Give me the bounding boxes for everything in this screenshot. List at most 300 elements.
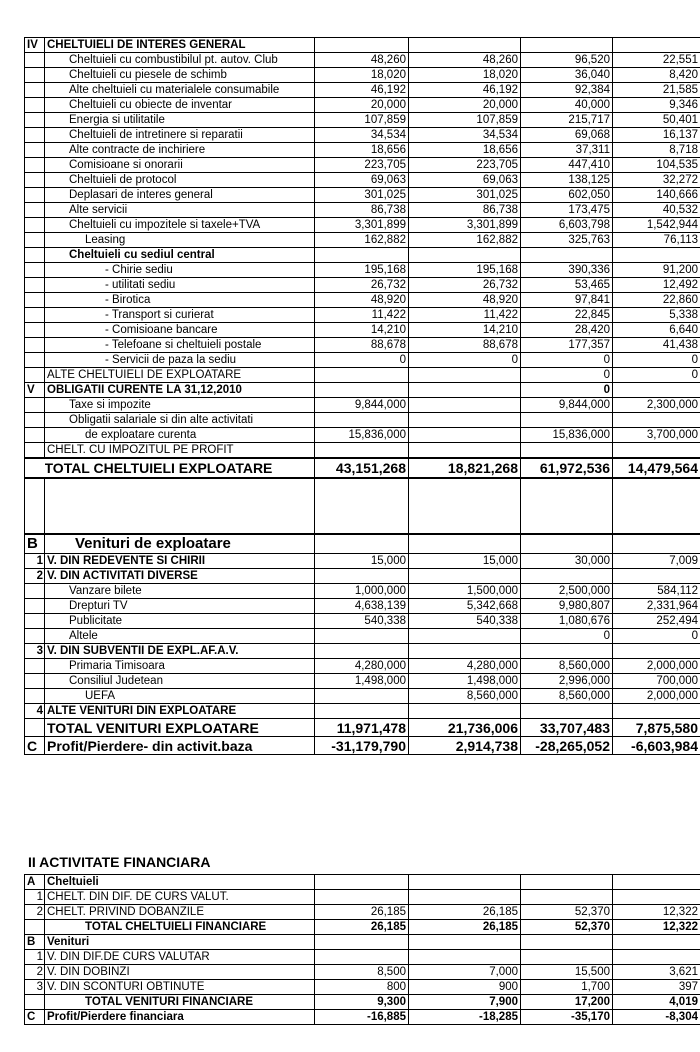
row-label: ALTE VENITURI DIN EXPLOATARE [45,704,315,719]
value-cell: -28,265,052 [521,737,613,755]
value-cell: 14,210 [409,323,521,338]
table-cell [25,338,45,353]
value-cell: 9,346 [613,98,700,113]
value-cell: 0 [315,353,409,368]
value-cell: 97,841 [521,293,613,308]
table-cell [25,353,45,368]
table-cell [409,875,521,890]
section-code: A [25,875,45,890]
value-cell: 41,438 [613,338,700,353]
table-cell [409,248,521,263]
value-cell: 26,732 [315,278,409,293]
value-cell: 8,560,000 [521,659,613,674]
value-cell [315,368,409,383]
section-code: B [25,534,45,554]
table-cell [25,478,45,534]
value-cell: 1,000,000 [315,584,409,599]
table-cell [25,68,45,83]
total-label: TOTAL CHELTUIELI FINANCIARE [45,920,315,935]
value-cell: 540,338 [315,614,409,629]
table-cell [521,534,613,554]
value-cell [521,950,613,965]
value-cell: 14,210 [315,323,409,338]
table-row [25,248,700,263]
section-label: Venituri [45,935,315,950]
table-row [25,338,700,353]
total-label: TOTAL VENITURI EXPLOATARE [45,719,315,737]
table-cell [25,599,45,614]
table-cell [25,674,45,689]
row-index: 3 [25,980,45,995]
row-label: - Telefoane si cheltuieli postale [45,338,315,353]
profit-label: Profit/Pierdere- din activit.baza [45,737,315,755]
table-row [25,554,700,569]
table-row [25,584,700,599]
value-cell: 2,914,738 [409,737,521,755]
table-cell [25,263,45,278]
value-cell: 34,534 [409,128,521,143]
value-cell [521,890,613,905]
row-label: Altele [45,629,315,644]
financial-activity-table [24,874,700,1025]
value-cell: 9,844,000 [521,398,613,413]
value-cell: 800 [315,980,409,995]
value-cell: 325,763 [521,233,613,248]
value-cell: 1,498,000 [315,674,409,689]
table-cell [521,413,613,428]
row-label: Obligatii salariale si din alte activitati [45,413,315,428]
table-cell [25,398,45,413]
value-cell: 301,025 [409,188,521,203]
row-label: V. DIN SUBVENTII DE EXPL.AF.A.V. [45,644,315,659]
row-label: Cheltuieli cu combustibilul pt. autov. Club [45,53,315,68]
value-cell: 0 [613,629,700,644]
table-cell [613,413,700,428]
value-cell: 12,492 [613,278,700,293]
table-row [25,128,700,143]
table-row [25,353,700,368]
row-label: V. DIN SCONTURI OBTINUTE [45,980,315,995]
table-cell [315,38,409,53]
table-cell [315,443,409,459]
value-cell: 1,498,000 [409,674,521,689]
table-cell [409,443,521,459]
table-cell [315,875,409,890]
row-label: Taxe si impozite [45,398,315,413]
table-row [25,188,700,203]
value-cell: 14,479,564 [613,458,700,478]
row-index: 3 [25,644,45,659]
table-row [25,263,700,278]
value-cell: 15,500 [521,965,613,980]
table-cell [613,248,700,263]
table-cell [613,443,700,459]
table-cell [315,478,409,534]
value-cell: 26,185 [315,920,409,935]
financial-section-title: II ACTIVITATE FINANCIARA [28,854,211,870]
section-label: OBLIGATII CURENTE LA 31,12,2010 [45,383,315,398]
value-cell: 700,000 [613,674,700,689]
table-cell [521,935,613,950]
table-row [25,935,700,950]
value-cell: 4,019 [613,995,700,1010]
value-cell: 390,336 [521,263,613,278]
table-cell [521,248,613,263]
value-cell: 9,300 [315,995,409,1010]
value-cell: 0 [409,353,521,368]
table-cell [409,534,521,554]
value-cell: 52,370 [521,920,613,935]
row-index: 1 [25,950,45,965]
table-cell [25,443,45,459]
table-cell [25,428,45,443]
value-cell: 26,185 [409,905,521,920]
value-cell: 8,500 [315,965,409,980]
table-row [25,53,700,68]
value-cell: 8,718 [613,143,700,158]
value-cell: 0 [613,368,700,383]
value-cell [409,950,521,965]
value-cell [409,890,521,905]
value-cell: 18,821,268 [409,458,521,478]
table-cell [409,383,521,398]
value-cell: 9,844,000 [315,398,409,413]
row-label: UEFA [45,689,315,704]
section-label: CHELTUIELI DE INTERES GENERAL [45,38,315,53]
value-cell: 12,322 [613,905,700,920]
value-cell: 195,168 [315,263,409,278]
value-cell: 76,113 [613,233,700,248]
table-cell [25,995,45,1010]
table-row [25,203,700,218]
value-cell: 195,168 [409,263,521,278]
row-index: 2 [25,905,45,920]
table-cell [25,689,45,704]
row-label: Cheltuieli de intretinere si reparatii [45,128,315,143]
table-row [25,478,700,534]
value-cell: 37,311 [521,143,613,158]
value-cell: 18,656 [409,143,521,158]
value-cell: 43,151,268 [315,458,409,478]
table-cell [25,143,45,158]
table-row [25,458,700,478]
table-cell [25,323,45,338]
value-cell: 48,260 [409,53,521,68]
table-row [25,629,700,644]
table-cell [25,719,45,737]
table-cell [613,875,700,890]
table-cell [409,935,521,950]
value-cell: 177,357 [521,338,613,353]
value-cell [409,629,521,644]
value-cell [409,428,521,443]
value-cell: 0 [521,353,613,368]
operating-budget-table [24,37,700,755]
value-cell: 2,500,000 [521,584,613,599]
row-label: Cheltuieli cu piesele de schimb [45,68,315,83]
value-cell: 52,370 [521,905,613,920]
table-row [25,599,700,614]
value-cell: 21,585 [613,83,700,98]
value-cell: 223,705 [315,158,409,173]
value-cell: 17,200 [521,995,613,1010]
table-row [25,218,700,233]
value-cell: 48,920 [409,293,521,308]
value-cell: 107,859 [409,113,521,128]
table-row [25,98,700,113]
value-cell: 3,700,000 [613,428,700,443]
value-cell: 61,972,536 [521,458,613,478]
value-cell: 28,420 [521,323,613,338]
table-cell [613,478,700,534]
value-cell: 40,000 [521,98,613,113]
value-cell: 26,185 [315,905,409,920]
value-cell: 0 [521,368,613,383]
table-cell [613,569,700,584]
row-label: V. DIN REDEVENTE SI CHIRII [45,554,315,569]
section-label: Cheltuieli [45,875,315,890]
table-cell [409,478,521,534]
value-cell: 447,410 [521,158,613,173]
table-cell [613,534,700,554]
table-row [25,158,700,173]
value-cell: 0 [613,353,700,368]
value-cell: 7,009 [613,554,700,569]
value-cell: 8,420 [613,68,700,83]
table-cell [25,920,45,935]
value-cell: 602,050 [521,188,613,203]
table-row [25,443,700,459]
table-cell [25,53,45,68]
total-label: TOTAL VENITURI FINANCIARE [45,995,315,1010]
value-cell: -6,603,984 [613,737,700,755]
row-label: Deplasari de interes general [45,188,315,203]
value-cell: 5,342,668 [409,599,521,614]
table-cell [45,478,315,534]
table-cell [315,383,409,398]
section-code: V [25,383,45,398]
value-cell: -31,179,790 [315,737,409,755]
value-cell: 34,534 [315,128,409,143]
row-label: Alte cheltuieli cu materialele consumabile [45,83,315,98]
table-row [25,173,700,188]
table-cell [25,83,45,98]
row-label: Cheltuieli cu impozitele si taxele+TVA [45,218,315,233]
table-cell [25,584,45,599]
value-cell [315,629,409,644]
value-cell: 8,560,000 [409,689,521,704]
value-cell: 30,000 [521,554,613,569]
row-index: 1 [25,890,45,905]
table-cell [25,659,45,674]
table-cell [315,569,409,584]
value-cell: -16,885 [315,1010,409,1025]
table-cell [613,935,700,950]
table-row [25,614,700,629]
table-cell [25,128,45,143]
row-label: - Comisioane bancare [45,323,315,338]
value-cell: 7,000 [409,965,521,980]
table-row [25,83,700,98]
value-cell: 2,300,000 [613,398,700,413]
row-label: CHELT. CU IMPOZITUL PE PROFIT [45,443,315,459]
table-cell [521,478,613,534]
value-cell: 15,836,000 [315,428,409,443]
value-cell: 21,736,006 [409,719,521,737]
value-cell: 22,860 [613,293,700,308]
value-cell: 48,920 [315,293,409,308]
value-cell: 140,666 [613,188,700,203]
row-label: - Birotica [45,293,315,308]
row-label: Vanzare bilete [45,584,315,599]
value-cell: 397 [613,980,700,995]
row-label: Alte contracte de inchiriere [45,143,315,158]
row-label: CHELT. PRIVIND DOBANZILE [45,905,315,920]
value-cell: 86,738 [409,203,521,218]
value-cell: 584,112 [613,584,700,599]
row-index: 2 [25,569,45,584]
table-cell [521,38,613,53]
table-cell [409,704,521,719]
table-cell [521,644,613,659]
table-cell [25,293,45,308]
row-index: 2 [25,965,45,980]
table-row [25,719,700,737]
row-label: Drepturi TV [45,599,315,614]
section-title: Venituri de exploatare [45,534,315,554]
value-cell: 92,384 [521,83,613,98]
value-cell: 88,678 [409,338,521,353]
row-label: V. DIN DIF.DE CURS VALUTAR [45,950,315,965]
value-cell: 33,707,483 [521,719,613,737]
value-cell: 69,068 [521,128,613,143]
table-row [25,704,700,719]
table-row [25,368,700,383]
value-cell: 18,020 [409,68,521,83]
value-cell: 32,272 [613,173,700,188]
table-row [25,428,700,443]
table-row [25,965,700,980]
table-cell [25,233,45,248]
table-row [25,278,700,293]
value-cell: 36,040 [521,68,613,83]
table-cell [409,413,521,428]
value-cell [315,689,409,704]
value-cell [613,890,700,905]
value-cell: 1,700 [521,980,613,995]
value-cell: 11,971,478 [315,719,409,737]
value-cell: 96,520 [521,53,613,68]
value-cell: 138,125 [521,173,613,188]
table-row [25,890,700,905]
profit-label: Profit/Pierdere financiara [45,1010,315,1025]
table-cell [25,188,45,203]
value-cell: 20,000 [315,98,409,113]
table-row [25,293,700,308]
table-row [25,569,700,584]
table-row [25,308,700,323]
table-cell [25,413,45,428]
row-label: Energia si utilitatile [45,113,315,128]
table-row [25,995,700,1010]
row-label: Cheltuieli de protocol [45,173,315,188]
row-index: 4 [25,704,45,719]
table-row [25,38,700,53]
value-cell: 88,678 [315,338,409,353]
table-cell [315,644,409,659]
table-cell [25,203,45,218]
table-row [25,534,700,554]
value-cell: 223,705 [409,158,521,173]
table-cell [613,644,700,659]
value-cell: 11,422 [315,308,409,323]
table-row [25,875,700,890]
value-cell [315,890,409,905]
table-cell [315,534,409,554]
table-row [25,950,700,965]
table-cell [315,248,409,263]
value-cell: 26,732 [409,278,521,293]
value-cell: 50,401 [613,113,700,128]
value-cell [409,398,521,413]
table-row [25,644,700,659]
table-cell [25,308,45,323]
table-row [25,68,700,83]
value-cell: 16,137 [613,128,700,143]
value-cell: 1,500,000 [409,584,521,599]
value-cell: 3,301,899 [409,218,521,233]
row-label: Cheltuieli cu obiecte de inventar [45,98,315,113]
value-cell: 4,280,000 [409,659,521,674]
value-cell: 53,465 [521,278,613,293]
table-row [25,323,700,338]
table-cell [613,704,700,719]
table-cell [25,368,45,383]
value-cell: 900 [409,980,521,995]
section-code: C [25,1010,45,1025]
row-label: - Transport si curierat [45,308,315,323]
row-label: Alte servicii [45,203,315,218]
value-cell: 15,836,000 [521,428,613,443]
value-cell: 3,301,899 [315,218,409,233]
value-cell: 15,000 [315,554,409,569]
value-cell: 86,738 [315,203,409,218]
table-row [25,233,700,248]
table-row [25,398,700,413]
table-cell [25,113,45,128]
value-cell: 4,638,139 [315,599,409,614]
value-cell: 2,331,964 [613,599,700,614]
value-cell: 5,338 [613,308,700,323]
section-code: C [25,737,45,755]
row-label: Primaria Timisoara [45,659,315,674]
table-cell [25,173,45,188]
row-label: Consiliul Judetean [45,674,315,689]
value-cell: 7,875,580 [613,719,700,737]
value-cell: 6,640 [613,323,700,338]
value-cell: -8,304 [613,1010,700,1025]
value-cell: -18,285 [409,1010,521,1025]
table-cell [409,38,521,53]
row-label: - Chirie sediu [45,263,315,278]
table-cell [315,935,409,950]
value-cell: 18,020 [315,68,409,83]
value-cell: 162,882 [315,233,409,248]
value-cell: 22,551 [613,53,700,68]
section-code: IV [25,38,45,53]
value-cell: 215,717 [521,113,613,128]
row-label: V. DIN ACTIVITATI DIVERSE [45,569,315,584]
